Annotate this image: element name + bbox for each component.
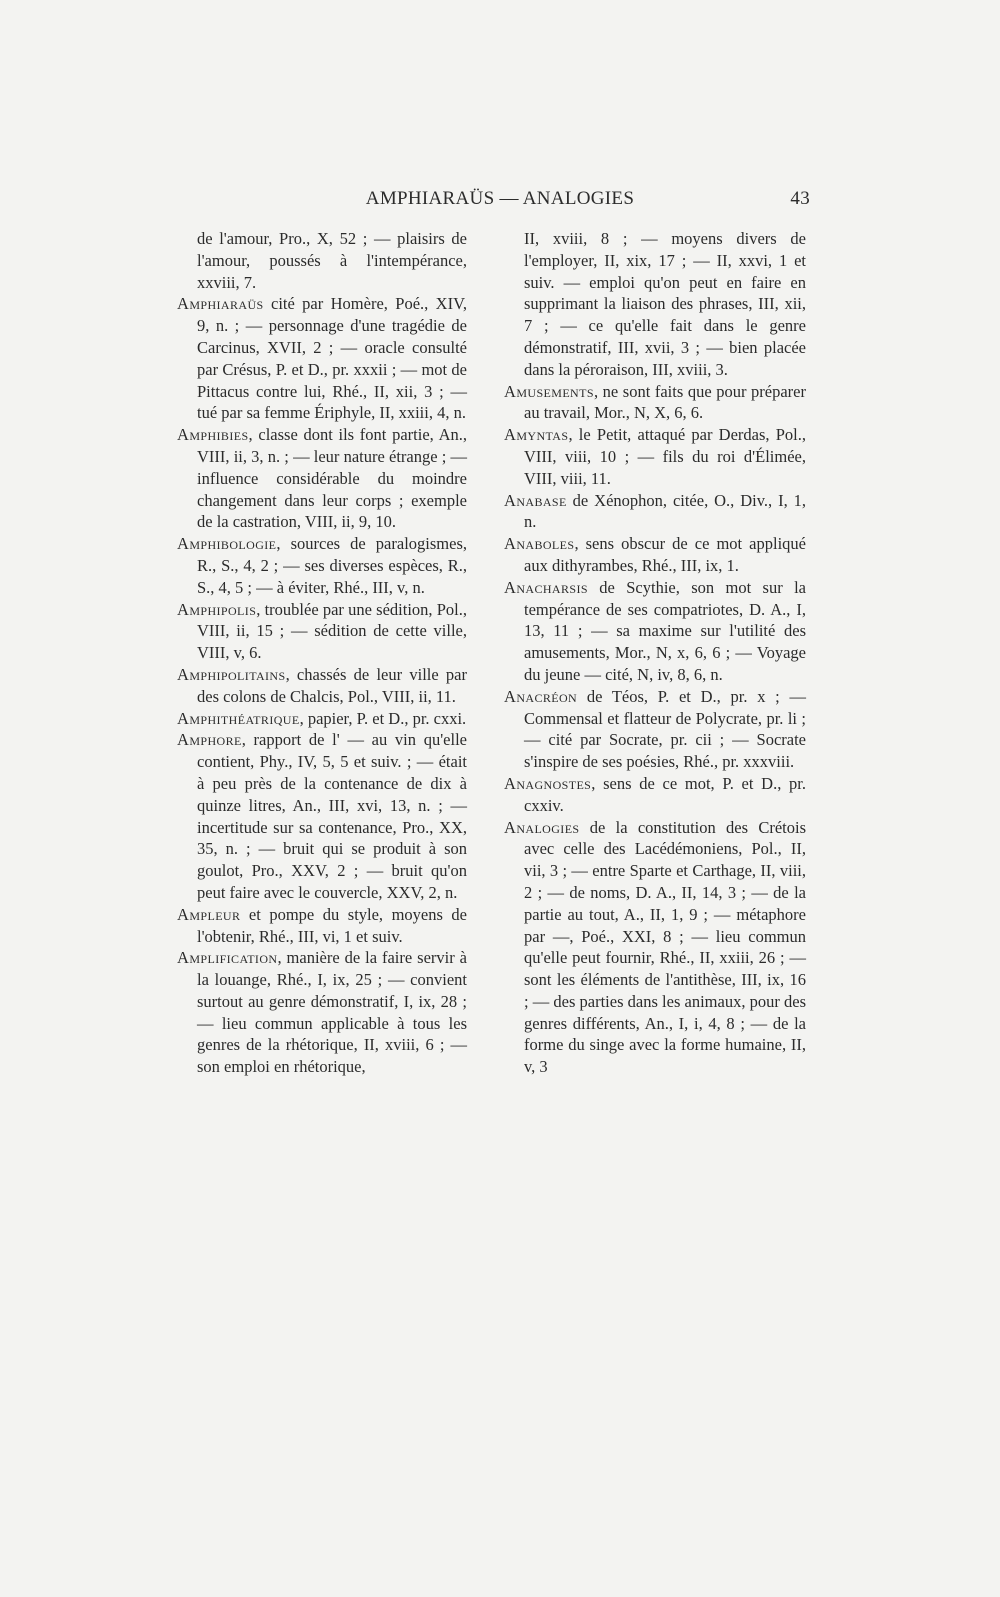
right-column [504,228,806,1078]
index-entry [504,533,806,577]
index-entry [177,947,467,1078]
index-entry [177,293,467,424]
entry-headword: Amphore [177,730,242,750]
entry-headword: Amphithéatrique [177,708,300,728]
index-entry [504,228,806,381]
entry-text: de la constitution des Crétois avec celle des Lacédémoniens, Pol., II, vii, 3 ; — entre Sparte et Carthage, II, viii, 2 ; — de noms, D. A., II, 14, 3 ; — de la partie au tout, A., II, 1, 9 ; — métaphore par —, Poé., XXI, 8 ; — lieu commun qu'elle peut fournir, Rhé., II, xxiii, 26 ; — sont les éléments de l'antithèse, III, ix, 16 ; — des parties dans les animaux, pour des genres différents, An., I, i, 4, 8 ; — de la forme du singe avec la forme humaine, II, v, 3 [524,817,806,1077]
page-number: 43 [790,188,810,209]
entry-headword: Anacréon [504,686,578,706]
index-entry [177,599,467,664]
entry-text: de Téos, P. et D., pr. x ; — Commensal et flatteur de Polycrate, pr. li ; — cité par Socrate, pr. cii ; — Socrate s'inspire de ses poésies, Rhé., pr. xxxviii. [524,686,806,772]
left-column [177,228,467,1078]
index-entry [177,904,467,948]
entry-text: II, xviii, 8 ; — moyens divers de l'employer, II, xix, 17 ; — II, xxvi, 1 et suiv. — emploi qu'on peut en faire en supprimant la liaison des phrases, III, xii, 7 ; — ce qu'elle fait dans le genre démonstratif, III, xvii, 3 ; — bien placée dans la péroraison, III, xviii, 3. [524,229,806,379]
index-entry [504,817,806,1079]
entry-text: de Scythie, son mot sur la tempérance de ses compatriotes, D. A., I, 13, 11 ; — sa maxime sur l'utilité des amusements, Mor., N, x, 6, 6 ; — Voyage du jeune — cité, N, iv, 8, 6, n. [524,577,806,684]
entry-headword: Anabase [504,490,567,510]
index-entry [504,577,806,686]
entry-headword: Anaboles [504,534,575,554]
entry-headword: Ampleur [177,904,241,924]
index-entry [504,381,806,425]
entry-text: , classe dont ils font partie, An., VIII, ii, 3, n. ; — leur nature étrange ; — influence considérable du moindre changement dans leur corps ; exemple de la castration, VIII, ii, 9, 10. [197,425,467,532]
entry-text: de Xénophon, citée, O., Div., I, 1, n. [524,490,806,532]
running-header [190,188,810,218]
entry-headword: Amphibologie [177,534,277,554]
entry-text: , ne sont faits que pour préparer au travail, Mor., N, X, 6, 6. [524,381,806,423]
entry-headword: Amyntas [504,425,569,445]
entry-text: , le Petit, attaqué par Derdas, Pol., VIII, viii, 10 ; — fils du roi d'Élimée, VIII, viii, 11. [524,425,806,488]
index-entry [177,228,467,293]
entry-text: et pompe du style, moyens de l'obtenir, Rhé., III, vi, 1 et suiv. [197,904,467,946]
entry-text: , manière de la faire servir à la louange, Rhé., I, ix, 25 ; — convient surtout au genre démonstratif, I, ix, 28 ; — lieu commun applicable à tous les genres de la rhétorique, II, xviii, 6 ; — son emploi en rhétorique, [197,948,467,1077]
entry-headword: Amplification [177,948,278,968]
index-entry [504,424,806,489]
index-entry [177,424,467,533]
entry-headword: Amphibies [177,425,249,445]
index-entry [177,533,467,598]
entry-headword: Amphipolitains [177,664,286,684]
index-entry [177,708,467,730]
index-entry [504,490,806,534]
entry-headword: Amusements [504,381,594,401]
entry-text: , papier, P. et D., pr. cxxi. [299,708,467,728]
entry-headword: Anagnostes [504,773,592,793]
entry-headword: Amphipolis [177,599,257,619]
entry-text: , sens de ce mot, P. et D., pr. cxxiv. [524,773,806,815]
entry-text: de l'amour, Pro., X, 52 ; — plaisirs de l'amour, poussés à l'intempérance, xxviii, 7. [197,229,467,292]
index-entry [504,686,806,773]
entry-text: , chassés de leur ville par des colons de Chalcis, Pol., VIII, ii, 11. [197,664,467,706]
entry-text: , sources de paralogismes, R., S., 4, 2 ; — ses diverses espèces, R., S., 4, 5 ; — à éviter, Rhé., III, v, n. [197,534,467,597]
index-entry [504,773,806,817]
entry-headword: Anacharsis [504,577,588,597]
entry-text: , sens obscur de ce mot appliqué aux dithyrambes, Rhé., III, ix, 1. [524,534,806,575]
running-title: AMPHIARAÜS — ANALOGIES [365,188,635,209]
index-entry [177,729,467,903]
entry-text: , rapport de l' — au vin qu'elle contient, Phy., IV, 5, 5 et suiv. ; — était à peu près de la contenance de dix à quinze litres, An., III, xvi, 13, n. ; — incertitude sur sa contenance, Pro., XX, 35, n. ; — bruit qui se produit à son goulot, Pro., XXV, 2 ; — bruit qu'on peut faire avec le couvercle, XXV, 2, n. [197,730,467,902]
entry-text: , troublée par une sédition, Pol., VIII, ii, 15 ; — sédition de cette ville, VIII, v, 6. [197,599,467,663]
entry-headword: Analogies [504,817,580,837]
entry-text: cité par Homère, Poé., XIV, 9, n. ; — personnage d'une tragédie de Carcinus, XVII, 2 ; — oracle consulté par Crésus, P. et D., pr. xxxii ; — mot de Pittacus contre lui, Rhé., II, xii, 3 ; — tué par sa femme Ériphyle, II, xxiii, 4, n. [197,294,467,423]
entry-headword: Amphiaraüs [177,294,264,314]
index-entry [177,664,467,708]
